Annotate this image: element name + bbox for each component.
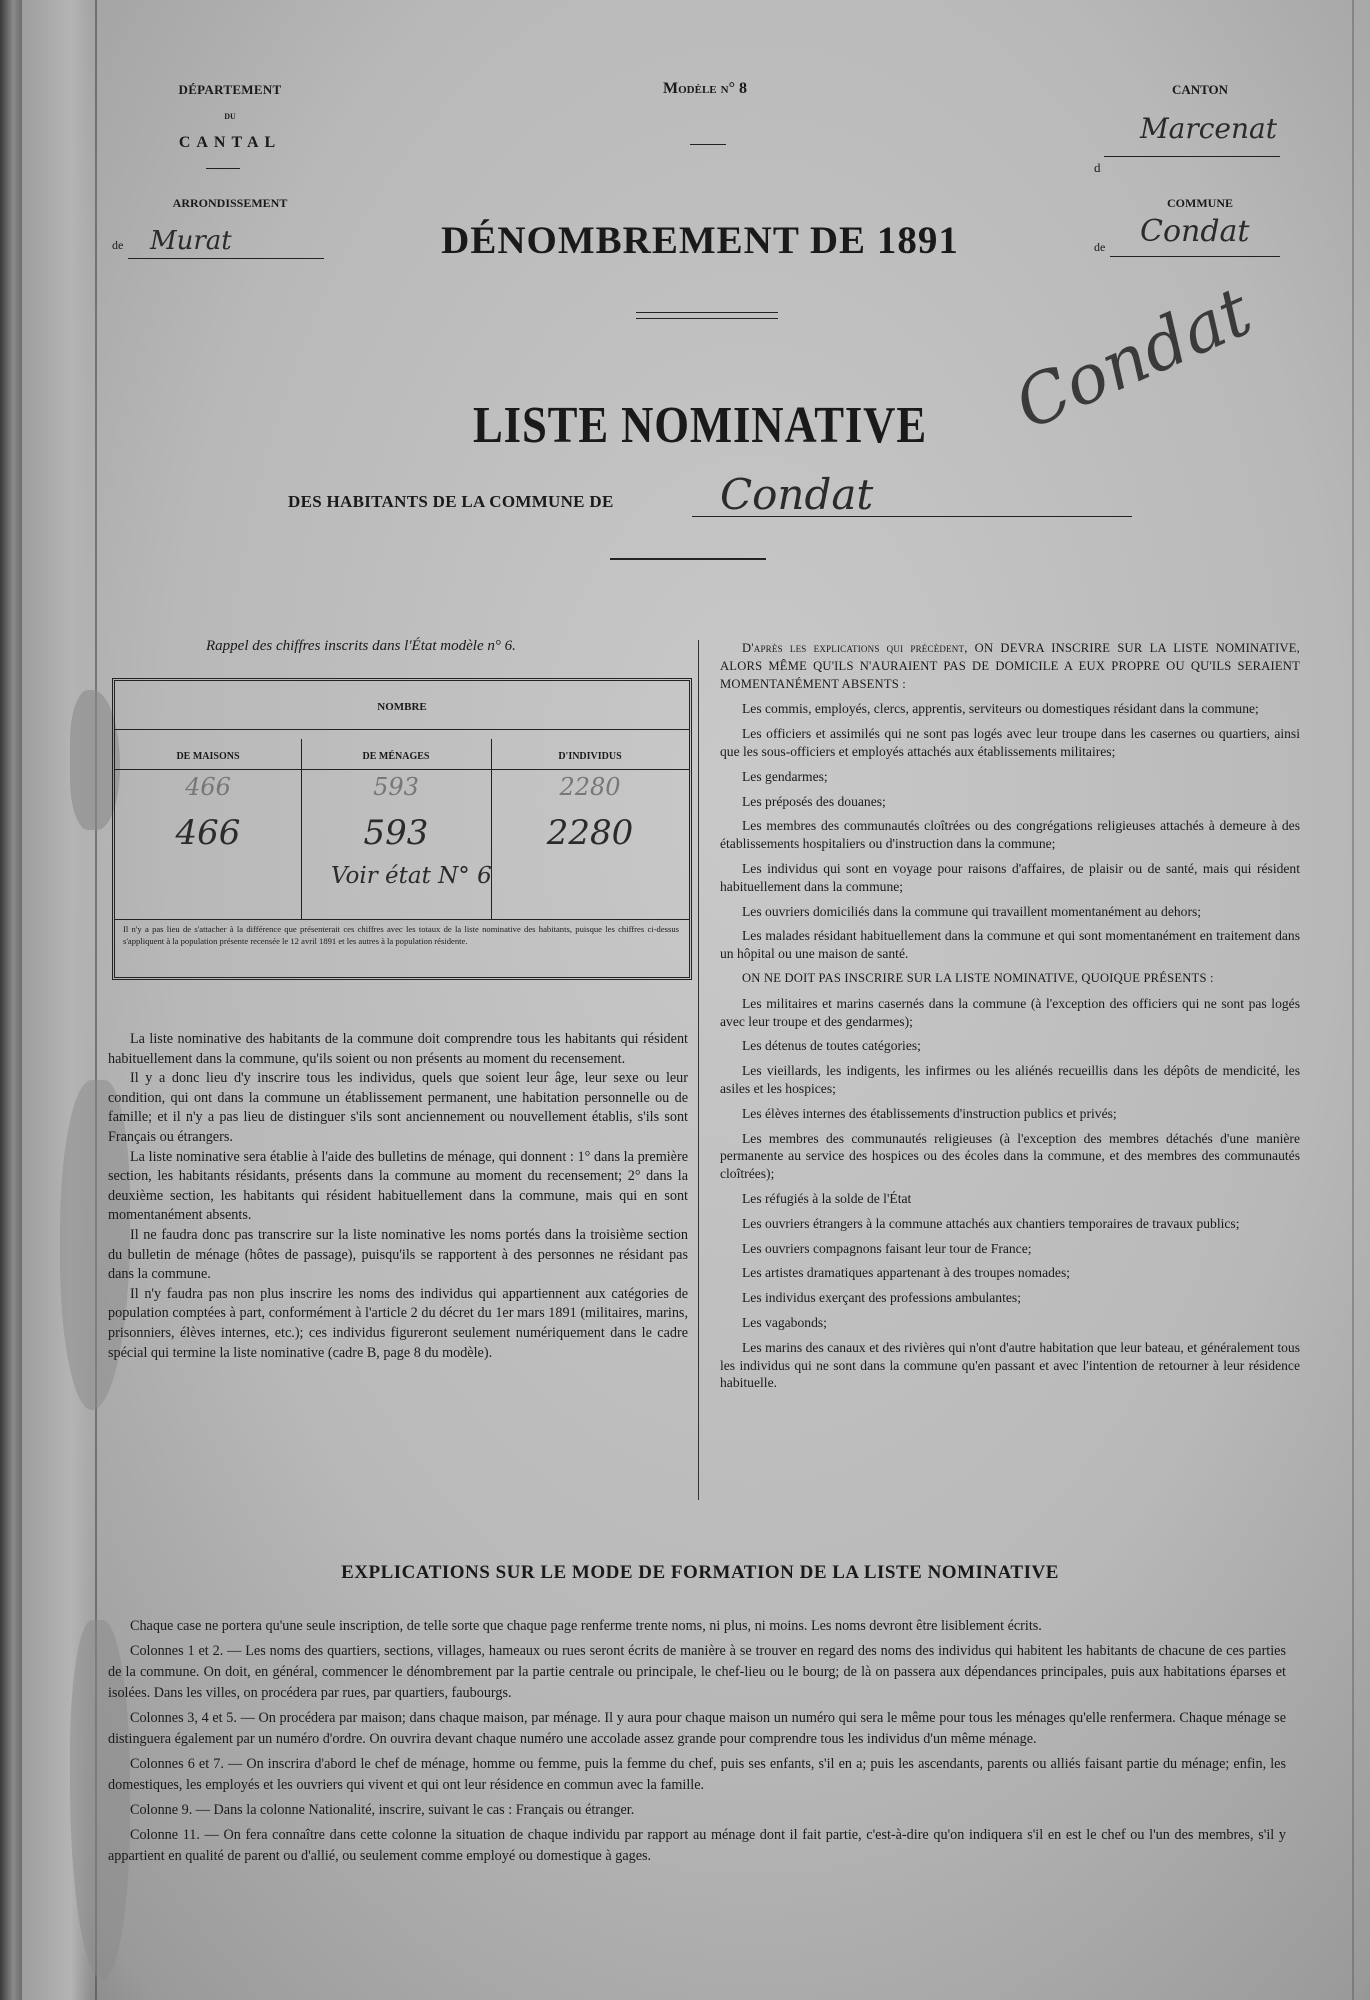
ne-pas-item: Les ouvriers étrangers à la commune attachés aux chantiers temporaires de travaux publics; [742, 1215, 1240, 1231]
canton-prefix: d [1094, 160, 1101, 175]
ne-pas-item: Les ouvriers compagnons faisant leur tour de France; [742, 1240, 1032, 1256]
inscrire-item: Les individus qui sont en voyage pour raisons d'affaires, de plaisir ou de santé, mais qui résident habituellement dans la commune; [720, 860, 1300, 894]
departement-du: DU [224, 112, 236, 121]
arrondissement-label: ARRONDISSEMENT [172, 196, 288, 210]
nombre-header: NOMBRE [377, 701, 427, 713]
commune-prefix: de [1094, 240, 1106, 254]
individus-faint: 2280 [559, 773, 621, 801]
explication-paragraph: Chaque case ne portera qu'une seule inscription, de telle sorte que chaque page renferme trente noms, ni plus, ni moins. Les noms devront être lisiblement écrits. [130, 1618, 1042, 1634]
inscrire-item: Les commis, employés, clercs, apprentis, serviteurs ou domestiques résidant dans la commune; [742, 701, 1259, 717]
inscrire-item: Les préposés des douanes; [742, 793, 886, 809]
book-binding [0, 0, 22, 2000]
explication-paragraph: Colonnes 3, 4 et 5. — On procédera par maison; dans chaque maison, par ménage. Il y aura pour chaque maison un numéro qui sera le même pour tous les ménages qu'elle renfermera. Chaque ménage se distinguera également par un numéro d'ordre. On ouvrira devant chaque numéro une accolade assez grande pour comprendre tous les individus d'un même ménage. [108, 1710, 1286, 1747]
menages-value: 593 [363, 813, 429, 853]
col-individus: D'INDIVIDUS [558, 751, 622, 762]
inscrire-item: Les gendarmes; [742, 768, 828, 784]
ne-pas-item: Les marins des canaux et des rivières qui n'ont d'autre habitation que leur bateau, et généralement tous les individus qui ne sont dans la commune qu'en passant et avec l'intention de retourner à leur résidence habituelle. [720, 1339, 1300, 1391]
inscrire-intro: D'après les explications qui précèdent, ON DEVRA INSCRIRE SUR LA LISTE NOMINATIVE, ALORS MÊME QU'ILS N'AURAIENT PAS DE DOMICILE A EUX PROPRE OU QU'ILS SERAIENT MOMENTANÉMENT ABSENTS : [720, 641, 1300, 691]
hand-note: Voir état N° 6 [331, 863, 492, 889]
col-maisons: DE MAISONS [176, 751, 240, 762]
modele-number: Modèle n° 8 [663, 80, 747, 97]
table-rule [115, 919, 689, 920]
left-text [108, 1030, 688, 1363]
left-paragraph: La liste nominative sera établie à l'aide des bulletins de ménage, qui donnent : 1° dans la première section, les habitants résidants, présents dans la commune au moment du recensement; 2° dans la deuxième section, les habitants qui résident habituellement dans la commune, mais qui en sont momentanément absents. [108, 1148, 688, 1224]
left-paragraph: La liste nominative des habitants de la commune doit comprendre tous les habitants qui résident habituellement dans la commune, qu'ils soient ou non présents au moment du recensement. [108, 1031, 688, 1067]
ne-pas-item: Les élèves internes des établissements d'instruction publics et privés; [742, 1105, 1117, 1121]
ne-pas-item: Les individus exerçant des professions ambulantes; [742, 1290, 1021, 1306]
explication-paragraph: Colonnes 1 et 2. — Les noms des quartiers, sections, villages, hameaux ou rues seront écrits de manière à se trouver en regard des noms des individus qui habitent les habitants de chacune de ces parties de la commune. On doit, en général, commencer le dénombrement par la partie centrale ou principale, le chef-lieu ou le bourg; de là on passera aux dépendances principales, puis aux habitations éparses et isolées. Dans les villes, on procédera par rues, par quartiers, faubourgs. [108, 1643, 1286, 1701]
canton-line [1104, 156, 1280, 157]
arrondissement-value: Murat [150, 226, 232, 256]
page-title: DÉNOMBREMENT DE 1891 [441, 219, 959, 262]
right-edge-line [1352, 0, 1354, 2000]
double-rule-bottom [636, 318, 778, 319]
liste-commune-value: Condat [720, 470, 874, 519]
inscrire-item: Les membres des communautés cloîtrées ou des congrégations religieuses attachés à demeure à des établissements hospitaliers ou d'instruction dans la commune; [720, 818, 1300, 852]
ne-pas-item: Les membres des communautés religieuses (à l'exception des membres détachés d'une manière permanente au service des hospices ou des écoles dans la commune, et des membres des communautés cloîtrées); [720, 1130, 1300, 1182]
margin-handwritten-note: Condat [1003, 272, 1263, 446]
inscrire-item: Les officiers et assimilés qui ne sont pas logés avec leur troupe dans les casernes ou quartiers, ainsi que les sous-officiers et employés attachés aux établissements militaires; [720, 726, 1300, 759]
explications-title: EXPLICATIONS SUR LE MODE DE FORMATION DE LA LISTE NOMINATIVE [341, 1562, 1059, 1583]
column-divider [698, 640, 699, 1500]
liste-subtitle: DES HABITANTS DE LA COMMUNE DE [288, 492, 614, 511]
ne-pas-item: Les vagabonds; [742, 1314, 827, 1330]
arrondissement-line [128, 258, 324, 259]
ne-pas-inscrire-head: ON NE DOIT PAS INSCRIRE SUR LA LISTE NOMINATIVE, QUOIQUE PRÉSENTS : [742, 970, 1214, 985]
canton-value: Marcenat [1140, 112, 1277, 145]
canton-label: CANTON [1171, 82, 1229, 97]
ne-pas-item: Les vieillards, les indigents, les infirmes ou les aliénés recueillis dans les dépôts de mendicité, les asiles et les hospices; [720, 1063, 1300, 1096]
ne-pas-item: Les réfugiés à la solde de l'État [742, 1190, 912, 1206]
arrondissement-prefix: de [112, 238, 124, 252]
individus-value: 2280 [546, 813, 634, 853]
right-text [720, 640, 1300, 1399]
liste-title: LISTE NOMINATIVE [472, 397, 928, 454]
table-rule [115, 769, 689, 770]
table-rule [115, 729, 689, 730]
col-menages: DE MÉNAGES [362, 751, 430, 762]
commune-value: Condat [1140, 214, 1250, 249]
maisons-value: 466 [175, 813, 241, 853]
rappel-caption: Rappel des chiffres inscrits dans l'État modèle n° 6. [206, 638, 516, 654]
left-paragraph: Il y a donc lieu d'y inscrire tous les individus, quels que soient leur âge, leur sexe ou leur condition, qui ont dans la commune un établissement permanent, une habitation personnelle ou de famille; et il n'y a pas lieu de distinguer s'ils sont anciennement ou nouvellement établis, s'ils sont Français ou étrangers. [108, 1070, 688, 1145]
ne-pas-item: Les détenus de toutes catégories; [742, 1038, 921, 1054]
ne-pas-item: Les artistes dramatiques appartenant à des troupes nomades; [742, 1265, 1071, 1281]
explication-paragraph: Colonne 9. — Dans la colonne Nationalité, inscrire, suivant le cas : Français ou étranger. [130, 1802, 635, 1818]
divider [206, 168, 240, 169]
departement-label: DÉPARTEMENT [178, 82, 282, 97]
inscrire-item: Les ouvriers domiciliés dans la commune qui travaillent momentanément au dehors; [742, 903, 1202, 919]
commune-line [1110, 256, 1280, 257]
ne-pas-item: Les militaires et marins casernés dans la commune (à l'exception des officiers qui ne sont pas logés avec leur troupe et des gendarmes); [720, 995, 1300, 1029]
left-paragraph: Il ne faudra donc pas transcrire sur la liste nominative les noms portés dans la troisième section du bulletin de ménage (hôtes de passage), puisqu'ils se rapportent à des personnes ne résidant pas dans la commune. [108, 1226, 688, 1283]
menages-faint: 593 [373, 773, 419, 801]
explication-paragraph: Colonnes 6 et 7. — On inscrira d'abord le chef de ménage, homme ou femme, puis la femme du chef, puis ses enfants, s'il en a; puis les ascendants, parents ou alliés faisant partie du ménage; enfin, les domestiques, les employés et les ouvriers qui vivent et qui ont leur résidence en commun avec la famille. [108, 1756, 1286, 1793]
double-rule-top [636, 312, 778, 313]
left-paragraph: Il n'y faudra pas non plus inscrire les noms des individus qui appartiennent aux catégories de population comptées à part, conformément à l'article 2 du décret du 1er mars 1891 (militaires, marins, prisonniers, élèves internes, etc.); ces individus figureront seulement numériquement dans le cadre spécial qui termine la liste nominative (cadre B, page 8 du modèle). [108, 1285, 688, 1361]
commune-label: COMMUNE [1167, 196, 1233, 210]
inscrire-item: Les malades résidant habituellement dans la commune et qui sont momentanément en traitement dans un hôpital ou une maison de santé. [720, 928, 1300, 962]
maisons-faint: 466 [185, 773, 231, 801]
divider [610, 558, 766, 560]
liste-commune-line [692, 516, 1132, 517]
departement-name: CANTAL [178, 134, 282, 151]
rappel-table [112, 678, 692, 980]
rappel-note: Il n'y a pas lieu de s'attacher à la différence que présenterait ces chiffres avec les totaux de la liste nominative des habitants, puisque les chiffres ci-dessus s'appliquent à la population présente recensée le 12 avril 1891 et les autres à la population résidente. [123, 924, 679, 946]
explications-text [108, 1616, 1286, 1871]
explication-paragraph: Colonne 11. — On fera connaître dans cette colonne la situation de chaque individu par rapport au ménage dont il fait partie, c'est-à-dire qu'on indiquera s'il en est le chef ou l'un des membres, s'il y appartient en qualité de parent ou d'allié, ou seulement comme employé ou domestique à gages. [108, 1827, 1286, 1864]
divider [690, 144, 726, 145]
